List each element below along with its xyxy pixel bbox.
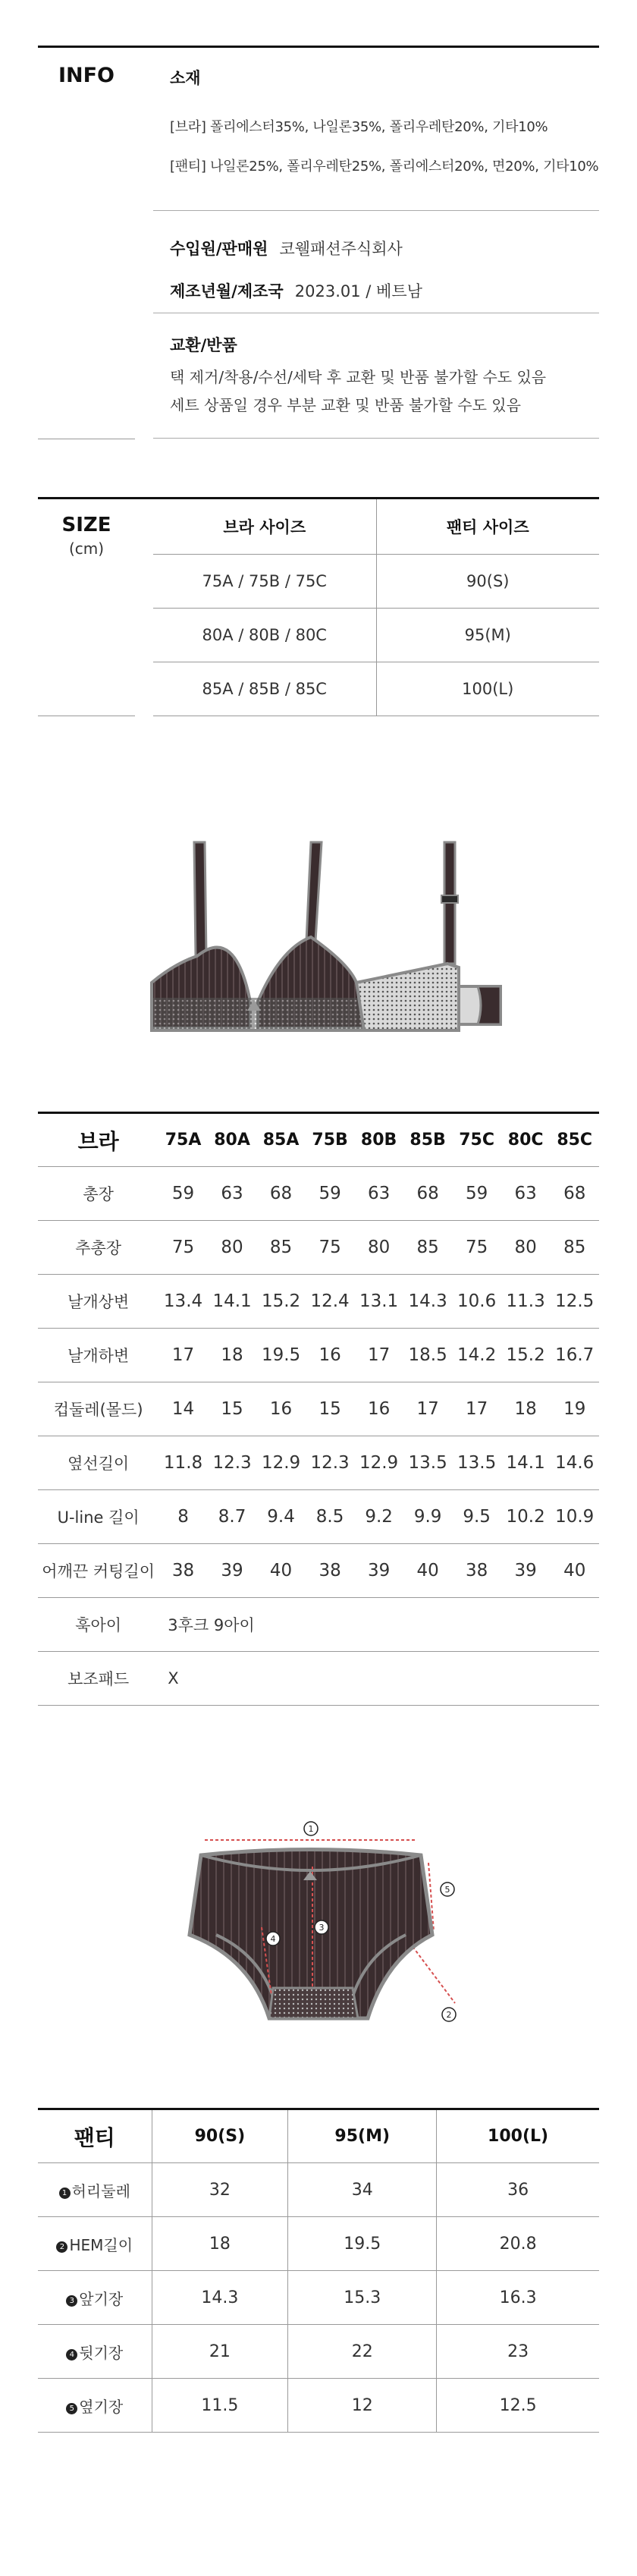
manufacture-value: 2023.01 / 베트남 [294, 282, 422, 300]
table-row [38, 2163, 599, 2217]
bra-measure-cell: 15 [306, 1382, 355, 1436]
panty-row-name: 뒷기장 [79, 2343, 124, 2362]
material-line-bra: [브라] 폴리에스터35%, 나일론35%, 폴리우레탄20%, 기타10% [170, 119, 548, 135]
panty-row-label [38, 2217, 152, 2271]
table-row [38, 1382, 599, 1436]
bra-spec-table [38, 1112, 599, 1706]
bra-measure-cell: 13.4 [158, 1275, 208, 1329]
bra-measure-cell: 13.5 [452, 1436, 501, 1490]
bra-size-header: 85B [403, 1113, 453, 1167]
bra-row-label: U-line 길이 [38, 1490, 158, 1544]
bra-measure-cell: 68 [256, 1167, 306, 1221]
bra-measure-cell: 9.9 [403, 1490, 453, 1544]
panty-measure-cell: 12.5 [437, 2379, 599, 2433]
info-label: INFO [58, 64, 115, 87]
panty-gusset [269, 1988, 358, 2018]
bra-measure-cell: 8.7 [208, 1490, 257, 1544]
bra-size-cell: 75A / 75B / 75C [153, 554, 376, 608]
panty-row-label [38, 2325, 152, 2379]
bra-measure-cell: 11.8 [158, 1436, 208, 1490]
bra-measure-cell: 14.1 [501, 1436, 551, 1490]
panty-measure-cell: 15.3 [288, 2271, 437, 2325]
bra-measure-cell: 40 [550, 1544, 599, 1598]
bra-measure-cell: 14 [158, 1382, 208, 1436]
panty-measure-cell: 18 [152, 2217, 288, 2271]
size-header-row [153, 499, 599, 554]
bra-measure-cell: 40 [256, 1544, 306, 1598]
svg-text:3: 3 [318, 1923, 325, 1933]
panty-measure-cell: 21 [152, 2325, 288, 2379]
number-badge-icon: 2 [56, 2241, 67, 2253]
panty-size-cell: 100(L) [376, 662, 599, 716]
bra-measure-cell: 59 [452, 1167, 501, 1221]
bra-measure-cell: 12.4 [306, 1275, 355, 1329]
size-header-bra: 브라 사이즈 [153, 499, 376, 554]
panty-size-header: 95(M) [288, 2109, 437, 2163]
hook-label: 훅아이 [38, 1598, 158, 1652]
middle-strap [306, 842, 322, 941]
number-badge-icon: 3 [66, 2295, 77, 2307]
bra-row-label: 컵둘레(몰드) [38, 1382, 158, 1436]
bra-measure-cell: 15 [208, 1382, 257, 1436]
table-row [38, 1652, 599, 1706]
svg-text:5: 5 [444, 1885, 450, 1895]
panty-measure-cell: 11.5 [152, 2379, 288, 2433]
bra-size-cell: 85A / 85B / 85C [153, 662, 376, 716]
strap-slider [441, 895, 458, 903]
table-row [153, 662, 599, 716]
bra-measure-cell: 8 [158, 1490, 208, 1544]
panty-measure-cell: 32 [152, 2163, 288, 2217]
table-row [38, 1221, 599, 1275]
table-row [38, 1436, 599, 1490]
bra-row-label: 총장 [38, 1167, 158, 1221]
table-row [38, 2325, 599, 2379]
bra-measure-cell: 10.2 [501, 1490, 551, 1544]
bra-measure-cell: 85 [550, 1221, 599, 1275]
panty-row-name: 허리둘레 [71, 2181, 130, 2200]
bra-wing [356, 964, 459, 1030]
panty-spec-table [38, 2108, 599, 2433]
bra-measure-cell: 19 [550, 1382, 599, 1436]
bra-measure-cell: 16 [354, 1382, 403, 1436]
bra-row-label: 날개하변 [38, 1329, 158, 1382]
bra-measure-cell: 10.9 [550, 1490, 599, 1544]
panty-table-body [38, 2163, 599, 2433]
left-strap [194, 842, 206, 956]
bra-measure-cell: 12.5 [550, 1275, 599, 1329]
bra-measure-cell: 75 [306, 1221, 355, 1275]
bra-measure-cell: 17 [158, 1329, 208, 1382]
bra-measure-cell: 63 [501, 1167, 551, 1221]
size-table [153, 499, 599, 716]
panty-measure-cell: 14.3 [152, 2271, 288, 2325]
table-row [38, 1490, 599, 1544]
exchange-line-1: 택 제거/착용/수선/세탁 후 교환 및 반품 불가할 수도 있음 [170, 368, 547, 386]
panty-measure-cell: 23 [437, 2325, 599, 2379]
bra-measure-cell: 12.9 [354, 1436, 403, 1490]
number-badge-icon: 5 [66, 2403, 77, 2414]
panty-row-label [38, 2163, 152, 2217]
bra-measure-cell: 17 [452, 1382, 501, 1436]
bra-measure-cell: 12.3 [208, 1436, 257, 1490]
panty-diagram [159, 1806, 478, 2064]
bra-measure-cell: 13.5 [403, 1436, 453, 1490]
marker-2 [442, 2008, 456, 2021]
marker-1 [304, 1822, 318, 1835]
bra-size-header: 80C [501, 1113, 551, 1167]
bra-measure-cell: 18 [501, 1382, 551, 1436]
manufacture-key: 제조년월/제조국 [170, 282, 284, 300]
size-label-unit: (cm) [68, 539, 105, 558]
bra-measure-cell: 68 [403, 1167, 453, 1221]
size-label-main: SIZE [61, 514, 111, 536]
bra-measure-cell: 63 [354, 1167, 403, 1221]
bra-row-label: 날개상변 [38, 1275, 158, 1329]
bra-size-cell: 80A / 80B / 80C [153, 608, 376, 662]
panty-row-label [38, 2271, 152, 2325]
bra-size-header: 85C [550, 1113, 599, 1167]
bra-measure-cell: 14.6 [550, 1436, 599, 1490]
size-header-panty: 팬티 사이즈 [376, 499, 599, 554]
bra-measure-cell: 38 [158, 1544, 208, 1598]
info-row-importer [153, 211, 599, 313]
bra-measure-cell: 14.3 [403, 1275, 453, 1329]
bra-measure-cell: 85 [256, 1221, 306, 1275]
bra-measure-cell: 17 [354, 1329, 403, 1382]
table-row [38, 1275, 599, 1329]
bra-measure-cell: 10.6 [452, 1275, 501, 1329]
marker-5 [441, 1882, 454, 1896]
bra-row-label: 옆선길이 [38, 1436, 158, 1490]
importer-value: 코웰패션주식회사 [279, 240, 403, 258]
panty-table-title: 팬티 [38, 2109, 152, 2163]
panty-size-header: 100(L) [437, 2109, 599, 2163]
table-row [38, 2379, 599, 2433]
panty-measure-cell: 20.8 [437, 2217, 599, 2271]
size-label [38, 514, 135, 558]
bra-measure-cell: 9.5 [452, 1490, 501, 1544]
bra-measure-cell: 16 [306, 1329, 355, 1382]
svg-text:2: 2 [446, 2010, 452, 2020]
bra-table-title: 브라 [38, 1113, 158, 1167]
panty-row-label [38, 2379, 152, 2433]
bra-measure-cell: 16.7 [550, 1329, 599, 1382]
bra-measure-cell: 39 [354, 1544, 403, 1598]
bra-measure-cell: 13.1 [354, 1275, 403, 1329]
importer-line [170, 237, 599, 259]
bra-measure-cell: 75 [452, 1221, 501, 1275]
bra-measure-cell: 19.5 [256, 1329, 306, 1382]
bra-measure-cell: 38 [306, 1544, 355, 1598]
bra-measure-cell: 18 [208, 1329, 257, 1382]
table-row [38, 1544, 599, 1598]
bra-measure-cell: 80 [208, 1221, 257, 1275]
bra-row-label: 추총장 [38, 1221, 158, 1275]
marker-4 [266, 1932, 280, 1945]
bra-diagram [121, 835, 546, 1055]
bra-table-body [38, 1167, 599, 1706]
bra-measure-cell: 59 [158, 1167, 208, 1221]
bra-measure-cell: 80 [501, 1221, 551, 1275]
bra-measure-cell: 59 [306, 1167, 355, 1221]
bra-measure-cell: 39 [501, 1544, 551, 1598]
table-row [38, 1598, 599, 1652]
table-row [153, 608, 599, 662]
bra-header-row [38, 1113, 599, 1167]
panty-measure-cell: 16.3 [437, 2271, 599, 2325]
panty-row-name: HEM길이 [69, 2235, 133, 2254]
exchange-key: 교환/반품 [170, 336, 237, 354]
bra-size-header: 75B [306, 1113, 355, 1167]
bra-illustration [121, 835, 546, 1055]
bra-size-header: 85A [256, 1113, 306, 1167]
hook-value: 3후크 9아이 [158, 1598, 599, 1652]
panty-row-name: 앞기장 [79, 2289, 124, 2308]
bra-measure-cell: 68 [550, 1167, 599, 1221]
number-badge-icon: 1 [59, 2188, 71, 2199]
table-row [38, 1329, 599, 1382]
material-line-panty: [팬티] 나일론25%, 폴리우레탄25%, 폴리에스터20%, 면20%, 기타10% [170, 159, 599, 175]
info-row-material [153, 48, 599, 211]
bra-measure-cell: 39 [208, 1544, 257, 1598]
bra-size-header: 80A [208, 1113, 257, 1167]
bra-measure-cell: 18.5 [403, 1329, 453, 1382]
manufacture-line [170, 279, 599, 302]
bra-measure-cell: 12.3 [306, 1436, 355, 1490]
bra-measure-cell: 9.4 [256, 1490, 306, 1544]
bra-size-header: 75A [158, 1113, 208, 1167]
bra-size-header: 80B [354, 1113, 403, 1167]
bra-measure-cell: 63 [208, 1167, 257, 1221]
bra-measure-cell: 85 [403, 1221, 453, 1275]
table-row [38, 2271, 599, 2325]
pad-value: X [158, 1652, 599, 1706]
bra-measure-cell: 15.2 [501, 1329, 551, 1382]
bra-measure-cell: 8.5 [306, 1490, 355, 1544]
panty-measure-cell: 19.5 [288, 2217, 437, 2271]
bra-measure-cell: 38 [452, 1544, 501, 1598]
marker-3 [315, 1920, 328, 1934]
panty-measure-cell: 34 [288, 2163, 437, 2217]
panty-size-header: 90(S) [152, 2109, 288, 2163]
svg-text:4: 4 [270, 1934, 276, 1944]
underband [152, 998, 364, 1030]
bra-measure-cell: 9.2 [354, 1490, 403, 1544]
svg-text:1: 1 [308, 1824, 314, 1834]
panty-header-row [38, 2109, 599, 2163]
panty-row-name: 옆기장 [79, 2397, 124, 2416]
table-row [38, 2217, 599, 2271]
exchange-line-2: 세트 상품일 경우 부분 교환 및 반품 불가할 수도 있음 [170, 396, 521, 414]
hem-guide [410, 1942, 455, 2003]
table-row [38, 1167, 599, 1221]
bra-measure-cell: 40 [403, 1544, 453, 1598]
bra-measure-cell: 17 [403, 1382, 453, 1436]
importer-key: 수입원/판매원 [170, 240, 268, 258]
bra-measure-cell: 12.9 [256, 1436, 306, 1490]
panty-size-cell: 95(M) [376, 608, 599, 662]
number-badge-icon: 4 [66, 2349, 77, 2361]
panty-measure-cell: 36 [437, 2163, 599, 2217]
panty-measure-cell: 12 [288, 2379, 437, 2433]
bra-measure-cell: 14.1 [208, 1275, 257, 1329]
bra-measure-cell: 75 [158, 1221, 208, 1275]
table-row [153, 554, 599, 608]
bra-size-header: 75C [452, 1113, 501, 1167]
bra-measure-cell: 16 [256, 1382, 306, 1436]
panty-illustration [159, 1806, 478, 2064]
info-row-exchange [153, 313, 599, 439]
bra-measure-cell: 80 [354, 1221, 403, 1275]
bra-measure-cell: 15.2 [256, 1275, 306, 1329]
material-key: 소재 [170, 69, 201, 87]
pad-label: 보조패드 [38, 1652, 158, 1706]
bra-measure-cell: 11.3 [501, 1275, 551, 1329]
panty-size-cell: 90(S) [376, 554, 599, 608]
panty-measure-cell: 22 [288, 2325, 437, 2379]
bra-row-label: 어깨끈 커팅길이 [38, 1544, 158, 1598]
bra-measure-cell: 14.2 [452, 1329, 501, 1382]
